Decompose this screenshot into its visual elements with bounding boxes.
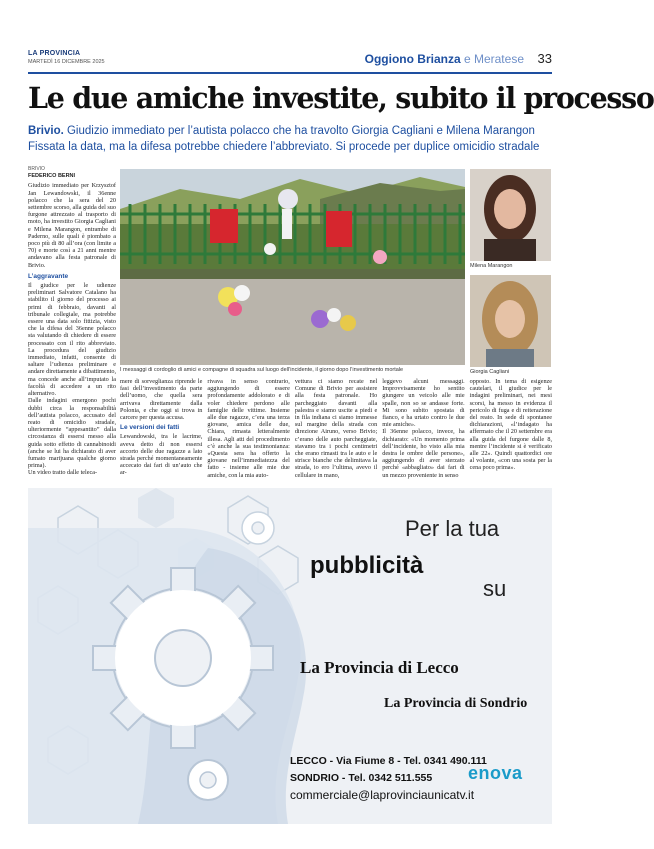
article-column-1 [28, 166, 116, 477]
subhead-lead: Brivio. [28, 125, 64, 137]
photo-caption: I messaggi di cordoglio di amici e compagne di squadra sul luogo dell’incidente, il giorno dopo l’investimento mortale [120, 367, 404, 373]
section-title [365, 52, 524, 66]
article-column-4 [294, 378, 378, 479]
portrait-photo-giorgia [470, 275, 551, 367]
enova-logo: enova [468, 763, 523, 783]
article-column-6 [470, 378, 552, 474]
byline: FEDERICO BERNI [28, 173, 76, 180]
paragraph: Dalle indagini emergono pochi dubbi circa la responsabilità dell’autista polacco, accusato del reato di omicidio stradale, ulteriormente “appesantito” dalla circostanza di essersi messo alla guida sotto effetto di cannabinoidi (anche se lui ha dichiarato di aver fumato marijuana qualche giorno prima). [28, 397, 116, 470]
article-column-2 [120, 378, 203, 477]
paragraph: Giudizio immediato per Krzysztof Jan Lewandowski, il 36enne polacco che la sera del 20 settembre scorso, alla guida del suo furgone attrezzato al trasporto di moto, ha investito Giorgia Cagliani e Milena Marangon, entrambe di Paderno, sulle quali è piombato a poco più di 80 all’ora (con limite a 70) e morte così a 21 anni mentre andavano alla festa patronale di Brivio. [28, 182, 116, 269]
article-lower-columns [120, 378, 553, 479]
ad-contact-sondrio: SONDRIO - Tel. 0342 511.555 [290, 772, 433, 784]
paragraph: Un video tratto dalle teleca- [28, 469, 98, 477]
page-header [28, 44, 552, 72]
ad-contact-lecco: LECCO - Via Fiume 8 - Tel. 0341 490.111 [290, 755, 487, 767]
advertisement-banner[interactable] [28, 488, 552, 824]
paragraph: mere di sorveglianza riprende le fasi dell’investimento da parte dell’uomo, che quella sera arrivava direttamente dalla Polonia, e che oggi si trova in carcere per questa accusa. [120, 378, 203, 422]
paragraph: rivava in senso contrario, aggiungendo di essere profondamente addolorato e di voler chiedere perdono alle famiglie delle vittime. Insieme alle due ragazze, c’era una terza giovane, amica delle due, Chiara, rimasta letteralmente illesa. Agli atti del procedimento c’è anche la sua testimonianza: «Questa sera ha offerto la giovane nell’immediatezza del fatto - insieme alle mie due amiche, con la mia auto- [207, 378, 290, 479]
headline: Le due amiche investite, subito il processo [28, 81, 654, 115]
paragraph: Il giudice per le udienze preliminari Salvatore Catalano ha stabilito il giorno del processo ai primi di febbraio, davanti al tribunale collegiale, ma potrebbe essere una data solo fittizia, visto che la difesa del 36enne polacco sta valutando di chiedere di essere processato con il rito abbreviato. La procedura del giudizio immediato, infatti, consente di saltare l’udienza preliminare e andare direttamente a dibattimento, ma concede anche all’imputato la facoltà di accedere a un rito alternativo. [28, 282, 116, 398]
section-secondary: e Meratese [460, 52, 524, 66]
crosshead: L’aggravante [28, 272, 69, 280]
paragraph: Lewandowski, tra le lacrime, aveva detto di non essersi accorto delle due ragazze a lato strada perché momentaneamente accecato dai fari di un’auto che ar- [120, 433, 203, 477]
ad-headline-1: Per la tua [405, 516, 500, 541]
paragraph: Il 36enne polacco, invece, ha dichiarato: «Un momento prima dell’incidente, ho visto alla mia destra le ombre delle persone», aggiungendo di aver sterzato perché «abbagliato» dai fari di un mezzo proveniente in senso [382, 428, 465, 479]
header-rule [28, 72, 552, 74]
section-primary: Oggiono Brianza [364, 52, 461, 66]
article-column-5 [382, 378, 465, 479]
ad-email-link[interactable]: commerciale@laprovinciaunicatv.it [290, 788, 475, 802]
crosshead: Le versioni dei fatti [120, 424, 180, 432]
ad-brand-lecco: La Provincia di Lecco [300, 658, 459, 677]
paragraph: opposto. In tema di esigenze cautelari, il giudice per le indagini preliminari, nei mesi scorsi, ha messo in evidenza il pericolo di fuga e di reiterazione del reato. In sede di spontanee dichiarazioni, «l’indagato ha affermato che il 20 settembre era alla guida del furgone dalle 8, mentre l’incidente si è verificato alle 22». Quindi quattordici ore al volante, «con una sosta per la cena poco prima». [469, 378, 553, 472]
subhead-line1: Giudizio immediato per l’autista polacco che ha travolto Giorgia Cagliani e Milena Marangon [63, 125, 535, 137]
portrait-caption: Giorgia Cagliani [470, 369, 510, 375]
ad-headline-2: pubblicità [310, 552, 424, 579]
location-tag: BRIVIO [28, 166, 45, 172]
ad-headline-3: su [483, 576, 507, 601]
masthead-logo: LA PROVINCIA [28, 50, 81, 57]
ad-contact-block [290, 753, 487, 804]
paragraph: vettura ci siamo recate nel Comune di Brivio per assistere alla festa patronale. Ho parcheggiato davanti alla palestra e siamo uscite a piedi e in fila indiana ci siamo immesse sul margine della strada con direzione Airuno, verso Brivio; c’erano delle auto parcheggiate, stavamo tra i pochi centimetri che erano rimasti tra le auto e le strisce bianche che delimitava la strada, io ero l’ultima, avevo il cellulare in mano, [294, 378, 378, 479]
page-number: 33 [537, 51, 552, 66]
portrait-photo-milena [470, 169, 551, 261]
portrait-caption: Milena Marangon [470, 263, 513, 269]
subheadline [28, 123, 552, 155]
paragraph: leggevo alcuni messaggi. Improvvisamente ho sentito giungere un veicolo alle mie spalle, non so se andasse forte. Mi sono subito spostata di fianco, e ha urtato contro le due mie amiche». [382, 378, 465, 429]
ad-brand-sondrio: La Provincia di Sondrio [384, 696, 528, 711]
subhead-line2: Fissata la data, ma la difesa potrebbe chiedere l’abbreviato. Si procede per duplice omicidio stradale [28, 141, 540, 153]
memorial-photo [120, 169, 465, 365]
article-column-3 [207, 378, 290, 479]
issue-date: MARTEDÌ 16 DICEMBRE 2025 [28, 59, 105, 65]
